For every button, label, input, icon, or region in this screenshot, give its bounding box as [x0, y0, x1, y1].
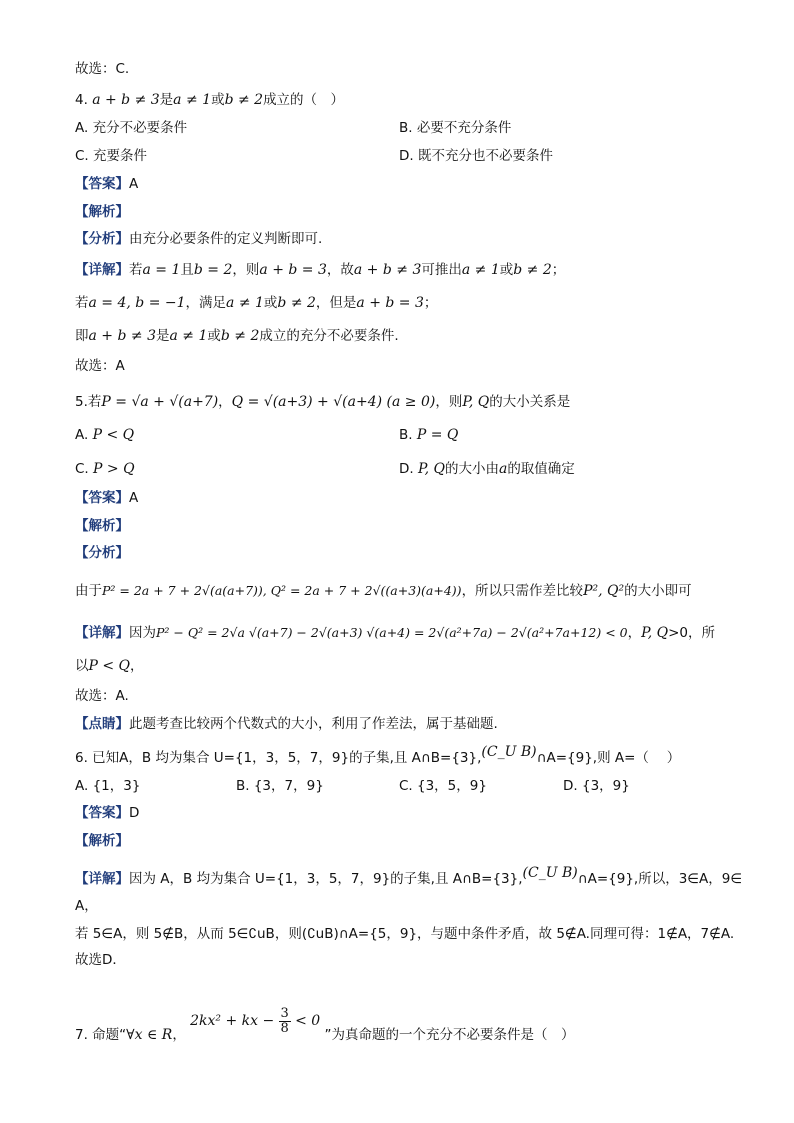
stem-text: 7. 命题“: [75, 1027, 127, 1043]
stem-text: 6. 已知A，B 均为集合 U={1，3，5，7，9}的子集,且 A∩B={3},: [75, 750, 482, 766]
q6-answer: [75, 803, 139, 823]
q4-analysis-heading: [75, 202, 129, 222]
math-expr: b ≠ 2: [513, 262, 552, 278]
q4-conclusion: 故选：A: [75, 358, 125, 374]
q6-analysis-heading: [75, 831, 129, 851]
math-expr: b ≠ 2: [277, 295, 316, 311]
fenxi-text: 由充分必要条件的定义判断即可.: [129, 231, 323, 247]
math-expr: a + b ≠ 3: [88, 328, 156, 344]
detail-text: ，则: [232, 262, 260, 278]
q6-option-d: D. {3，9}: [563, 778, 630, 794]
math-expr: P² − Q² = 2√a √(a+7) − 2√(a+3) √(a+4) = 2√(a²+7a) − 2√(a²+7a+12) < 0: [156, 625, 628, 640]
math-expr: a ≠ 1: [173, 92, 212, 108]
detail-text: ；: [551, 262, 566, 278]
option-text: 的取值确定: [507, 461, 575, 477]
fenxi-text: 的大小即可: [624, 583, 692, 599]
fraction-denominator: 8: [280, 1020, 289, 1036]
math-expr: b ≠ 2: [220, 328, 260, 344]
math-expr: a ≠ 1: [226, 295, 264, 311]
math-expr: < 0: [295, 1013, 321, 1029]
math-expr: a = 1: [142, 262, 181, 278]
question-number: 5.: [75, 394, 88, 410]
stem-text: 是: [159, 92, 174, 108]
q6-detail-line1: [75, 865, 743, 889]
stem-text: ，则: [435, 394, 463, 410]
fenxi-tag: 【分析】: [75, 545, 129, 561]
math-expr: P < Q: [88, 658, 131, 674]
detail-text: ；: [423, 295, 438, 311]
q5-detail-line2: [75, 656, 144, 676]
answer-tag: 【答案】: [75, 176, 129, 192]
q5-stem: [75, 392, 570, 412]
math-expr: P > Q: [93, 461, 135, 477]
q5-option-a: [75, 425, 134, 445]
answer-value: A: [129, 176, 139, 192]
detail-text: 且: [180, 262, 194, 278]
q6-option-c: C. {3，5，9}: [399, 778, 487, 794]
math-expr: P < Q: [92, 427, 135, 443]
detail-text: 成立的充分不必要条件.: [259, 328, 399, 344]
q4-option-b: B. 必要不充分条件: [399, 120, 512, 136]
detail-text: 即: [75, 328, 89, 344]
dianjing-tag: 【点睛】: [75, 716, 129, 732]
detail-text: 或: [263, 295, 278, 311]
math-expr: (C_U B): [522, 865, 578, 881]
math-expr: b ≠ 2: [224, 92, 264, 108]
fraction-numerator: 3: [280, 1005, 289, 1021]
math-expr: 2kx² + kx −: [190, 1013, 275, 1029]
xiangjie-tag: 【详解】: [75, 625, 129, 641]
math-expr: P = √a + √(a+7): [101, 394, 219, 410]
xiangjie-tag: 【详解】: [75, 262, 129, 278]
option-text: 的大小由: [444, 461, 499, 477]
fenxi-tag: 【分析】: [75, 231, 129, 247]
q6-stem: [75, 744, 681, 768]
math-expr: a = 4, b = −1: [88, 295, 186, 311]
option-label: D.: [399, 461, 414, 477]
q7-stem: [75, 1005, 575, 1054]
q5-option-d: [399, 459, 575, 479]
q6-detail-line3: 若 5∈A，则 5∉B，从而 5∈∁uB，则(∁uB)∩A={5，9}，与题中条件矛盾，故 5∉A.同理可得：1∉A，7∉A.: [75, 926, 735, 942]
fraction: [279, 1007, 291, 1036]
detail-text: >0，所: [668, 625, 715, 641]
math-expr: a + b ≠ 3: [92, 92, 160, 108]
analysis-tag: 【解析】: [75, 518, 129, 534]
math-expr: Q = √(a+3) + √(a+4) (a ≥ 0): [231, 394, 436, 410]
math-expr: a: [498, 461, 508, 477]
stem-text: ，: [172, 1027, 186, 1043]
q6-detail-line2: A，: [75, 898, 98, 914]
q4-option-c: C. 充要条件: [75, 148, 148, 164]
stem-text: ”为真命题的一个充分不必要条件是（ ）: [324, 1027, 575, 1043]
q5-detail-line1: [75, 623, 715, 643]
detail-text: 若: [75, 295, 89, 311]
dianjing-text: 此题考查比较两个代数式的大小，利用了作差法，属于基础题.: [129, 716, 498, 732]
detail-text: ，故: [326, 262, 354, 278]
detail-text: 是: [155, 328, 170, 344]
q5-option-b: [399, 425, 458, 445]
q5-option-c: [75, 459, 135, 479]
stem-text: 的大小关系是: [489, 394, 571, 410]
math-expr: P, Q: [641, 625, 669, 641]
q4-detail-line1: [75, 260, 565, 280]
q4-detail-line3: [75, 326, 399, 346]
option-label: A.: [75, 427, 89, 443]
math-expr: a + b = 3: [356, 295, 424, 311]
math-expr: b = 2: [193, 262, 233, 278]
math-expr: P = Q: [416, 427, 459, 443]
q4-stem: [75, 90, 344, 110]
detail-text: 因为: [129, 625, 156, 641]
math-expr: a ≠ 1: [461, 262, 500, 278]
math-expr: a + b = 3: [259, 262, 327, 278]
math-expr: P² = 2a + 7 + 2√(a(a+7)), Q² = 2a + 7 + 2√((a+3)(a+4)): [102, 583, 462, 598]
analysis-tag: 【解析】: [75, 204, 129, 220]
detail-text: ，: [130, 658, 144, 674]
math-expr: P, Q: [462, 394, 490, 410]
stem-text: 成立的（ ）: [263, 92, 345, 108]
q6-option-a: A. {1，3}: [75, 778, 141, 794]
detail-text: 或: [499, 262, 514, 278]
analysis-tag: 【解析】: [75, 833, 129, 849]
detail-text: ，但是: [315, 295, 357, 311]
q4-option-a: A. 充分不必要条件: [75, 120, 188, 136]
xiangjie-tag: 【详解】: [75, 871, 129, 887]
detail-text: 或: [207, 328, 221, 344]
stem-text: ∩A={9},则 A=（ ）: [536, 750, 681, 766]
q5-fenxi-heading: [75, 543, 129, 563]
conclusion-text: 故选：C.: [75, 61, 130, 77]
q6-option-b: B. {3，7，9}: [236, 778, 324, 794]
math-expr: P, Q: [417, 461, 445, 477]
q5-answer: [75, 488, 138, 508]
answer-value: D: [129, 805, 140, 821]
q6-conclusion: 故选D．: [75, 952, 126, 968]
detail-text: 若: [129, 262, 143, 278]
q4-option-d: D. 既不充分也不必要条件: [399, 148, 553, 164]
answer-tag: 【答案】: [75, 490, 129, 506]
q4-fenxi: [75, 229, 322, 249]
math-expr: P², Q²: [583, 583, 625, 599]
q5-dianjing: [75, 714, 498, 734]
detail-text: ∩A={9},所以，3∈A，9∈: [577, 871, 743, 887]
answer-tag: 【答案】: [75, 805, 129, 821]
answer-value: A: [129, 490, 139, 506]
math-expr: a + b ≠ 3: [353, 262, 422, 278]
q5-conclusion: 故选：A.: [75, 688, 129, 704]
detail-text: 可推出: [421, 262, 462, 278]
option-label: C.: [75, 461, 89, 477]
q7-inequality: [190, 1002, 320, 1040]
stem-text: 或: [211, 92, 225, 108]
q4-answer: [75, 174, 138, 194]
q4-detail-line2: [75, 293, 437, 313]
detail-text: 以: [75, 658, 89, 674]
q5-analysis-heading: [75, 516, 129, 536]
detail-text: ，: [627, 625, 642, 641]
q3-conclusion: [75, 59, 129, 79]
math-expr: ∀x ∈ R: [126, 1027, 173, 1043]
stem-text: ，: [218, 394, 232, 410]
math-expr: (C_U B): [481, 744, 537, 760]
fenxi-text: ，所以只需作差比较: [461, 583, 584, 599]
q5-fenxi-line: [75, 581, 692, 601]
detail-text: 因为 A，B 均为集合 U={1，3，5，7，9}的子集,且 A∩B={3},: [129, 871, 523, 887]
detail-text: ，满足: [185, 295, 227, 311]
math-expr: a ≠ 1: [169, 328, 208, 344]
option-label: B.: [399, 427, 413, 443]
stem-text: 若: [87, 394, 102, 410]
fenxi-text: 由于: [75, 583, 102, 599]
question-number: 4.: [75, 92, 88, 108]
